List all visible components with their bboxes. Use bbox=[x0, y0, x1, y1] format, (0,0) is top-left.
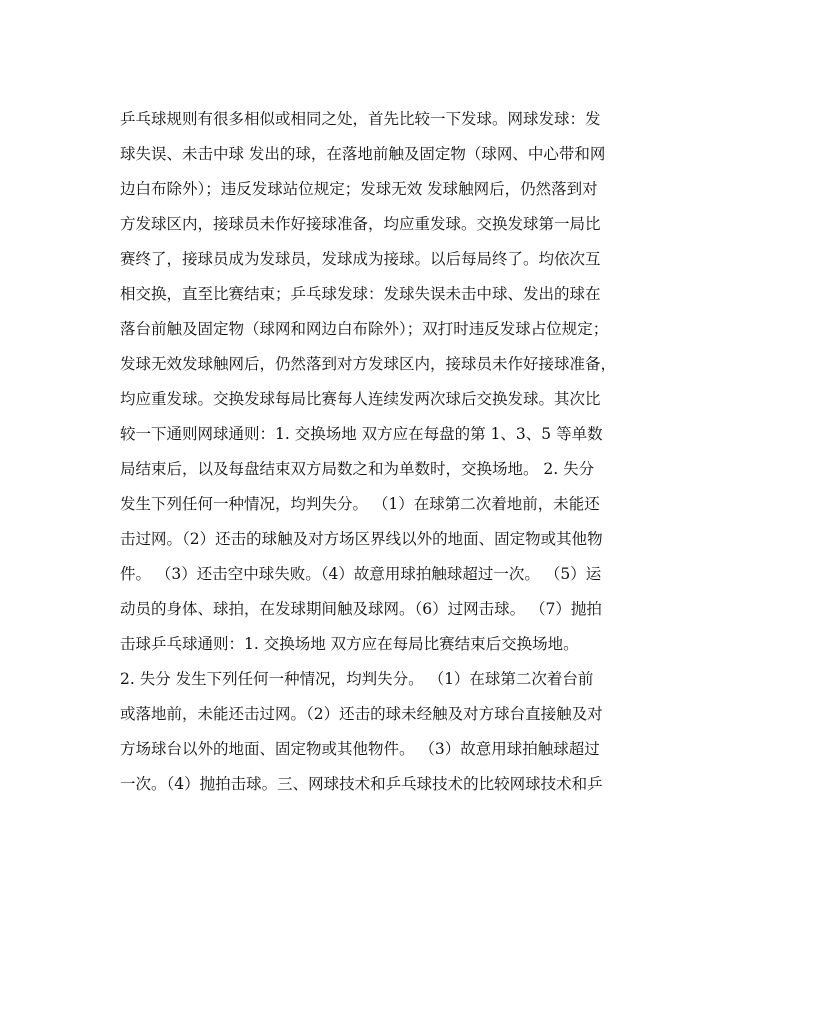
text-line-18: 或落地前，未能还击过网。（2）还击的球未经触及对方球台直接触及对 bbox=[120, 705, 603, 723]
text-line-1: 乒乓球规则有很多相似或相同之处，首先比较一下发球。网球发球：发 bbox=[120, 110, 601, 128]
text-line-2: 球失误、未击中球 发出的球，在落地前触及固定物（球网、中心带和网 bbox=[120, 145, 606, 163]
text-line-15: 动员的身体、球拍，在发球期间触及球网。（6）过网击球。 （7）抛拍 bbox=[120, 600, 602, 618]
text-line-11: 局结束后，以及每盘结束双方局数之和为单数时，交换场地。 2. 失分 bbox=[120, 460, 595, 478]
text-line-14: 件。 （3）还击空中球失败。（4）故意用球拍触球超过一次。 （5）运 bbox=[120, 565, 602, 583]
text-line-9: 均应重发球。交换发球每局比赛每人连续发两次球后交换发球。其次比 bbox=[120, 390, 601, 408]
text-line-5: 赛终了，接球员成为发球员，发球成为接球。以后每局终了。均依次互 bbox=[120, 250, 601, 268]
text-line-19: 方场球台以外的地面、固定物或其他物件。 （3）故意用球拍触球超过 bbox=[120, 740, 600, 758]
text-line-8: 发球无效发球触网后，仍然落到对方发球区内，接球员未作好接球准备， bbox=[120, 355, 617, 373]
text-line-20: 一次。（4）抛拍击球。三、网球技术和乒乓球技术的比较网球技术和乒 bbox=[120, 775, 603, 793]
text-line-3: 边白布除外）；违反发球站位规定；发球无效 发球触网后，仍然落到对 bbox=[120, 180, 598, 198]
text-line-7: 落台前触及固定物（球网和网边白布除外）；双打时违反发球占位规定； bbox=[120, 320, 609, 338]
text-line-13: 击过网。（2）还击的球触及对方场区界线以外的地面、固定物或其他物 bbox=[120, 530, 603, 548]
text-line-16: 击球乒乓球通则：1. 交换场地 双方应在每局比赛结束后交换场地。 bbox=[120, 635, 579, 653]
text-line-4: 方发球区内，接球员未作好接球准备，均应重发球。交换发球第一局比 bbox=[120, 215, 601, 233]
document-body-text bbox=[120, 102, 720, 802]
text-line-12: 发生下列任何一种情况，均判失分。 （1）在球第二次着地前，未能还 bbox=[120, 495, 600, 513]
text-line-6: 相交换，直至比赛结束；乒乓球发球：发球失误未击中球、发出的球在 bbox=[120, 285, 601, 303]
text-line-17: 2. 失分 发生下列任何一种情况，均判失分。 （1）在球第二次着台前 bbox=[120, 670, 594, 688]
text-line-10: 较一下通则网球通则：1. 交换场地 双方应在每盘的第 1、3、5 等单数 bbox=[120, 425, 603, 443]
